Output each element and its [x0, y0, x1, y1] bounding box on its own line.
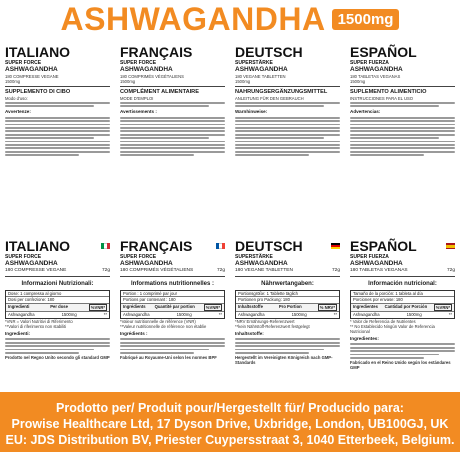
origin-statement: Hergestellt im Vereinigten Königreich nach GMP-Standards [235, 355, 333, 366]
column-nrv: %VNR* [90, 304, 105, 310]
brand-name: SUPER FUERZA [350, 254, 389, 260]
text-line [350, 141, 455, 143]
text-line [120, 147, 225, 149]
text-line [350, 134, 455, 136]
text-line [120, 349, 209, 351]
text-line [350, 127, 455, 129]
nutrition-table [350, 290, 455, 319]
language-heading: FRANÇAIS [120, 44, 193, 60]
net-weight: 72g [446, 267, 455, 273]
bottom-label-espanol [345, 236, 460, 386]
language-name: DEUTSCH [235, 238, 303, 254]
table-row [6, 303, 109, 312]
brand-name: SUPERSTÄRKE [235, 254, 273, 260]
servings-per-pack: Portionen pro Packung: 180 [238, 297, 290, 303]
ingredients-title: Inhaltsstoffe: [235, 330, 264, 336]
ingredient-nrv: ** [448, 312, 452, 318]
net-weight: 72g [216, 267, 225, 273]
divider [120, 276, 225, 277]
brand-name: SUPER FORCE [120, 254, 157, 260]
text-line [350, 117, 455, 119]
text-line [235, 127, 340, 129]
column-nrv: %VNR* [205, 304, 220, 310]
text-line [5, 117, 110, 119]
text-line [350, 130, 455, 132]
column-per-dose: Pro Portion [278, 303, 302, 309]
divider [5, 276, 110, 277]
supplement-title: SUPPLEMENTO DI CIBO [5, 88, 71, 95]
ingredient-name: Ashwagandha [123, 312, 150, 318]
bottom-label-row [0, 236, 460, 386]
origin-statement: Fabriqué au Royaume-Uni selon les normes BPF [120, 355, 217, 361]
text-line [235, 105, 324, 107]
servings-per-pack: Portions par contenant : 180 [123, 297, 176, 303]
text-line [5, 151, 110, 153]
footnote: ** No Establecido Ningún Valor de Referencia Nutricional [350, 323, 435, 334]
warnings-title: Warnhinweise: [235, 109, 268, 115]
product-name: ASHWAGANDHA [5, 66, 58, 73]
italy-flag-icon [101, 243, 110, 249]
nutrition-heading: Informazioni Nutrizionali: [21, 280, 94, 287]
origin-statement: Fabricado en el Reino Unido según los estándares GMP [350, 360, 451, 371]
language-heading: ESPAÑOL [350, 44, 417, 60]
text-line [350, 357, 424, 359]
top-label-row [0, 42, 460, 232]
text-line [350, 154, 424, 156]
text-line [350, 354, 439, 356]
text-line [5, 102, 110, 104]
language-heading [5, 238, 110, 254]
serving-size: Tamaño de la porción: 1 tableta al día [353, 290, 423, 296]
germany-flag-icon [331, 243, 340, 249]
footnote: *NRV Ernährungs-Referenzwert [235, 318, 295, 324]
footnote: *VNR = Valori Nutritivi di Riferimento [5, 318, 73, 324]
text-line [5, 105, 94, 107]
text-line [120, 352, 194, 354]
supplement-title: NAHRUNGSERGÄNZUNGSMITTEL [235, 88, 328, 95]
bottom-label-francais [115, 236, 230, 386]
text-line [235, 342, 340, 344]
ingredient-amount: 1500mg [406, 312, 422, 318]
ingredients-title: Ingredienti: [5, 330, 31, 336]
nutrition-table [5, 290, 110, 319]
top-label-deutsch [230, 42, 345, 232]
text-line [120, 144, 225, 146]
language-heading [235, 238, 340, 254]
product-name: ASHWAGANDHA [120, 66, 173, 73]
tablet-count: 180 VEGANE TABLETTEN [235, 73, 286, 79]
text-line [5, 141, 110, 143]
footnote: **Valori di riferimento non stabiliti [5, 323, 67, 329]
column-nrv: %VRN* [435, 304, 450, 310]
servings-per-pack: Dosi per confezione: 180 [8, 297, 55, 303]
column-ingredients: Ingrédients [123, 303, 146, 309]
text-line [350, 102, 455, 104]
text-line [350, 350, 455, 352]
usage-note: ANLEITUNG FÜR DEN GEBRAUCH [235, 95, 304, 101]
column-per-dose: Cantidad por Porción [384, 303, 428, 309]
eu-address: EU: JDS Distribution BV, Priester Cuypersstraat 3, 1040 Etterbeek, Belgium. [5, 433, 455, 447]
column-ingredients: Ingredientes [353, 303, 378, 309]
text-line [120, 151, 225, 153]
column-nrv: % NRV* [319, 304, 335, 310]
text-line [350, 144, 455, 146]
divider [350, 86, 455, 87]
text-line [5, 134, 110, 136]
text-line [235, 134, 340, 136]
tablet-count: 180 TABLETAS VEGANAS [350, 73, 401, 79]
page-header [0, 0, 460, 38]
usage-note: Modo d'uso: [5, 95, 28, 101]
product-name: ASHWAGANDHA [235, 66, 288, 73]
top-label-espanol [345, 42, 460, 232]
text-line [120, 102, 225, 104]
nutrition-heading: Nährwertangaben: [261, 280, 314, 287]
ingredient-amount: 1500mg [291, 312, 307, 318]
text-line [120, 338, 225, 340]
bottom-label-italiano [0, 236, 115, 386]
table-row [351, 303, 454, 312]
text-line [5, 352, 79, 354]
divider [235, 276, 340, 277]
ingredients-title: Ingrédients : [120, 330, 148, 336]
text-line [5, 342, 110, 344]
table-row [121, 296, 224, 303]
net-weight: 72g [101, 267, 110, 273]
ingredient-amount: 1500mg [61, 312, 77, 318]
text-line [5, 349, 94, 351]
serving-size: Portion : 1 comprimé par jour [123, 290, 177, 296]
ingredient-nrv: ** [333, 312, 337, 318]
tablet-count: 180 COMPRIMÉS VÉGÉTALIENS [120, 73, 184, 79]
nutrition-table [120, 290, 225, 319]
footnote: * Valor de Referencia de Nutrientes [350, 318, 416, 324]
usage-note: INSTRUCCIONES PARA EL USO [350, 95, 414, 101]
top-label-italiano [0, 42, 115, 232]
language-heading: DEUTSCH [235, 44, 303, 60]
table-row [6, 296, 109, 303]
product-name: ASHWAGANDHA [350, 66, 403, 73]
brand-name: SUPER FORCE [120, 60, 157, 66]
ingredient-name: Ashwagandha [8, 312, 35, 318]
table-row [351, 311, 454, 318]
dose-text: 1500mg [350, 78, 366, 84]
text-line [5, 154, 79, 156]
text-line [120, 117, 225, 119]
warnings-title: Avvertenze: [5, 109, 31, 115]
text-line [120, 105, 209, 107]
footnote: *Valeur nutritionnelle de référence (VNR) [120, 318, 196, 324]
text-line [350, 124, 455, 126]
warnings-title: Avertissements : [120, 109, 157, 115]
brand-name: SUPER FORCE [5, 254, 42, 260]
top-label-francais [115, 42, 230, 232]
text-line [235, 352, 309, 354]
supplement-title: COMPLÉMENT ALIMENTAIRE [120, 88, 199, 95]
text-line [235, 130, 340, 132]
text-line [5, 127, 110, 129]
text-line [235, 144, 340, 146]
table-row [351, 296, 454, 303]
text-line [235, 147, 340, 149]
ingredients-title: Ingredientes: [350, 335, 379, 341]
text-line [235, 338, 340, 340]
spain-flag-icon [446, 243, 455, 249]
net-content [5, 268, 110, 274]
language-name: ITALIANO [5, 238, 71, 254]
divider [235, 86, 340, 87]
divider [350, 276, 455, 277]
product-name: ASHWAGANDHA [350, 260, 403, 267]
serving-size: Dose: 1 compressa al giorno [8, 290, 62, 296]
origin-statement: Prodotto nel Regno Unito secondo gli standard GMP [5, 355, 110, 361]
language-name: FRANÇAIS [120, 238, 193, 254]
text-line [120, 130, 225, 132]
text-line [120, 120, 225, 122]
table-row [121, 303, 224, 312]
product-name: ASHWAGANDHA [5, 260, 58, 267]
text-line [350, 147, 455, 149]
tablet-count: 180 VEGANE TABLETTEN [235, 267, 293, 273]
column-per-dose: Quantité par portion [154, 303, 195, 309]
tablet-count: 180 COMPRESSE VEGANE [5, 267, 67, 273]
language-heading [120, 238, 225, 254]
ingredient-amount: 1500mg [176, 312, 192, 318]
ingredient-nrv: ** [218, 312, 222, 318]
ingredient-name: Ashwagandha [238, 312, 265, 318]
text-line [350, 120, 455, 122]
language-heading: ITALIANO [5, 44, 71, 60]
brand-name: SUPERSTÄRKE [235, 60, 273, 66]
text-line [120, 154, 194, 156]
column-per-dose: Per dose [50, 303, 68, 309]
column-ingredients: Ingredienti [8, 303, 30, 309]
product-name: ASHWAGANDHA [120, 260, 173, 267]
text-line [235, 120, 340, 122]
text-line [120, 124, 225, 126]
text-line [350, 105, 439, 107]
text-line [235, 124, 340, 126]
dose-text: 1500mg [235, 78, 251, 84]
text-line [5, 120, 110, 122]
text-line [120, 342, 225, 344]
bottom-label-deutsch [230, 236, 345, 386]
language-heading [350, 238, 455, 254]
brand-name: SUPER FUERZA [350, 60, 389, 66]
text-line [350, 343, 455, 345]
warnings-title: Advertencias: [350, 109, 381, 115]
text-line [235, 349, 324, 351]
nutrition-table [235, 290, 340, 319]
text-line [120, 137, 209, 139]
text-line [235, 137, 324, 139]
text-line [5, 345, 110, 347]
tablet-count: 180 COMPRIMÉS VÉGÉTALIENS [120, 267, 194, 273]
text-line [120, 134, 225, 136]
text-line [235, 102, 340, 104]
tablet-count: 180 TABLETAS VEGANAS [350, 267, 408, 273]
servings-per-pack: Porciones por envase: 180 [353, 297, 403, 303]
text-line [235, 117, 340, 119]
divider [120, 86, 225, 87]
usage-note: MODE D'EMPLOI [120, 95, 154, 101]
text-line [235, 345, 340, 347]
uk-address: Prowise Healthcare Ltd, 17 Dyson Drive, Uxbridge, London, UB100GJ, UK [11, 417, 449, 431]
table-row [236, 303, 339, 312]
product-name: ASHWAGANDHA [235, 260, 288, 267]
text-line [120, 127, 225, 129]
table-row [121, 311, 224, 318]
text-line [350, 137, 439, 139]
text-line [350, 347, 455, 349]
dose-badge: 1500mg [332, 9, 400, 30]
text-line [5, 137, 94, 139]
footnote: **kein Nährstoff-Referenzwert festgelegt [235, 323, 310, 329]
text-line [350, 151, 455, 153]
text-line [5, 130, 110, 132]
footnote: **Valeur nutritionnelle de référence non établie [120, 323, 207, 329]
text-line [5, 124, 110, 126]
tablet-count: 180 COMPRESSE VEGANE [5, 73, 59, 79]
text-line [120, 141, 225, 143]
net-content [120, 268, 225, 274]
net-content [235, 268, 340, 274]
net-content [350, 268, 455, 274]
ingredient-name: Ashwagandha [353, 312, 380, 318]
text-line [235, 151, 340, 153]
ingredient-nrv: ** [103, 312, 107, 318]
column-ingredients: Inhaltsstoffe [238, 303, 263, 309]
text-line [235, 154, 309, 156]
text-line [120, 345, 225, 347]
table-row [236, 296, 339, 303]
nutrition-heading: Informations nutritionnelles : [130, 280, 214, 287]
text-line [235, 141, 340, 143]
text-line [5, 338, 110, 340]
divider [5, 86, 110, 87]
produced-for-label: Prodotto per/ Produit pour/Hergestellt für/ Producido para: [56, 401, 404, 415]
dose-text: 1500mg [5, 78, 21, 84]
serving-size: Portionsgröße: 1 Tablette täglich [238, 290, 298, 296]
supplement-title: SUPLEMENTO ALIMENTICIO [350, 88, 427, 95]
text-line [5, 144, 110, 146]
dose-text: 1500mg [120, 78, 136, 84]
brand-name: SUPER FORCE [5, 60, 42, 66]
table-row [236, 311, 339, 318]
text-line [5, 147, 110, 149]
language-name: ESPAÑOL [350, 238, 417, 254]
table-row [6, 311, 109, 318]
nutrition-heading: Información nutricional: [368, 280, 437, 287]
net-weight: 72g [331, 267, 340, 273]
france-flag-icon [216, 243, 225, 249]
product-title: ASHWAGANDHA [60, 0, 326, 37]
manufacturer-footer [0, 392, 460, 452]
